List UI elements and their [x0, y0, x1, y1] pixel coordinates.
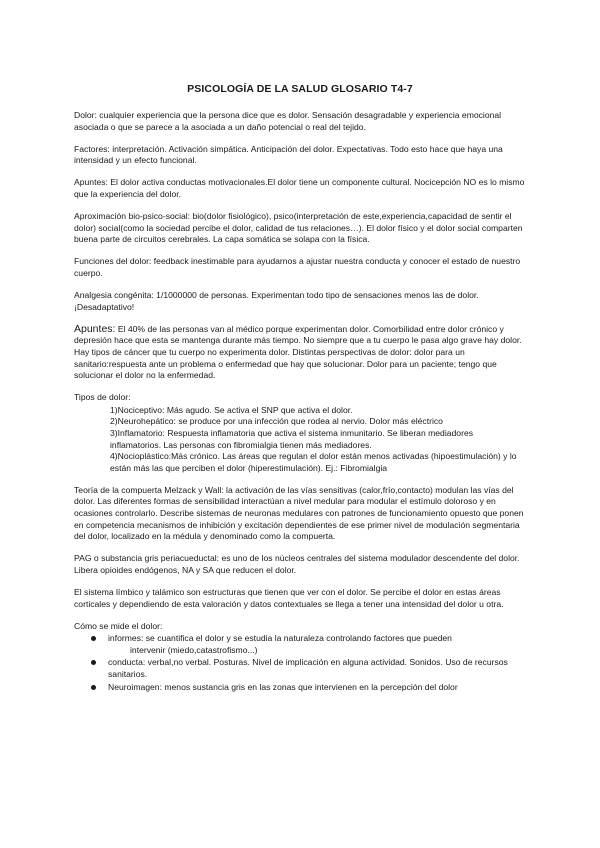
paragraph-limbico: El sistema límbico y talámico son estructuras que tienen que ver con el dolor. Se percibe el dolor en estas áreas corticales y dependiendo de esta valoración y datos contextuales se llega a tener una intensidad del dolor u otra.: [74, 587, 504, 609]
tipos-title: Tipos de dolor:: [74, 392, 131, 403]
paragraph-apuntes-2: [74, 324, 526, 382]
paragraph-pag: PAG o substancia gris periacueductal: es uno de los núcleos centrales del sistema modulador descendente del dolor. Libera opioides endógenos, NA y SA que reducen el dolor.: [74, 553, 520, 575]
list-item: [90, 682, 526, 694]
measure-list: [90, 633, 526, 693]
paragraph-funciones: Funciones del dolor: feedback inestimable para ayudarnos a ajustar nuestra conducta y conocer el estado de nuestro cuerpo.: [74, 256, 521, 278]
apuntes-text: El 40% de las personas van al médico porque experimentan dolor. Comorbilidad entre dolor crónico y depresión hace que esta se mantenga durante más tiempo. No siempre que a tu cuerpo le pasa algo grave hay dolor. Hay tipos de cáncer que tu cuerpo no experimenta dolor. Distintas perspectivas de dolor: dolor para un sanitario:respuesta ante un problema o enfermedad que hay que solucionar. Dolor para un paciente; tengo que solucionar el dolor no la enfermedad.: [74, 323, 522, 381]
list-item: 3)Inflamatorio: Respuesta inflamatoria que activa el sistema inmunitario. Se liberan mediadores inflamatorios. Las personas con fibromialgia tienen más mediadores.: [110, 427, 474, 450]
apuntes-label: Apuntes:: [74, 322, 116, 335]
measure-item-text: conducta: verbal,no verbal. Posturas. Nivel de implicación en alguna actividad. Sonidos. Uso de recursos sanitarios.: [108, 657, 508, 680]
bullet-icon: [91, 636, 96, 641]
paragraph-biopsicosocial: Aproximación bio-psico-social: bio(dolor fisiológico), psico(interpretación de este,experiencia,capacidad de sentir el dolor) social(como la sociedad percibe el dolor, calidad de tus relaciones…). El dolor físico y el dolor social comparten buena parte de circuitos cerebrales. La capa somática se solapa con la física.: [74, 211, 523, 245]
measure-item-text: Neuroimagen: menos sustancia gris en las zonas que intervienen en la percepción del dolor: [108, 681, 458, 692]
list-item: 2)Neurohepático: se produce por una infección que rodea al nervio. Dolor más eléctrico: [110, 416, 443, 427]
list-item: 4)Nocioplástico:Más crónico. Las áreas que regulan el dolor están menos activadas (hipoestimulación) y lo están más las que perciben el dolor (hiperestimulación). Ej.: Fibromialgia: [110, 451, 517, 473]
measure-title: Cómo se mide el dolor:: [74, 620, 163, 631]
list-item: [90, 657, 526, 680]
paragraph-apuntes-1: Apuntes: El dolor activa conductas motivacionales.El dolor tiene un componente cultural. Nocicepción NO es lo mismo que la experiencia del dolor.: [74, 177, 525, 199]
tipos-list: [110, 405, 526, 475]
paragraph-compuerta: Teoría de la compuerta Melzack y Wall: la activación de las vías sensitivas (calor,frío,contacto) modulan las vías del dolor. Las diferentes formas de sensibilidad interactúan a nivel medular para modular el estímulo doloroso y en ocasiones controlarlo. Describe sistemas de neuronas medulares con patrones de funcionamiento opuesto que ponen en competencia mecanismos de inhibición y excitación dependientes de ese primer nivel de modulación segmentaria del dolor, localizado en la médula y denominado como la compuerta.: [74, 484, 524, 542]
list-item: 1)Nociceptivo: Más agudo. Se activa el SNP que activa el dolor.: [110, 404, 353, 415]
bullet-icon: [91, 685, 96, 690]
measure-item-continuation: intervenir (miedo,catastrofismo...): [130, 644, 258, 655]
paragraph-factores: Factores: interpretación. Activación simpática. Anticipación del dolor. Expectativas. Todo esto hace que haya una intensidad y un efecto funcional.: [74, 143, 503, 166]
document-body: [74, 110, 526, 694]
paragraph-analgesia: Analgesia congénita: 1/1000000 de personas. Experimentan todo tipo de sensaciones menos las de dolor.¡Desadaptativo!: [74, 290, 479, 312]
list-item: [90, 633, 526, 656]
bullet-icon: [91, 660, 96, 665]
measure-item-text: informes: se cuantifica el dolor y se estudia la naturaleza controlando factores que pueden: [108, 633, 452, 644]
document-title: PSICOLOGÍA DE LA SALUD GLOSARIO T4-7: [187, 83, 413, 95]
paragraph-dolor: Dolor: cualquier experiencia que la persona dice que es dolor. Sensación desagradable y experiencia emocional asociada o que se parece a la asociada a un daño potencial o real del tejido.: [74, 110, 502, 132]
